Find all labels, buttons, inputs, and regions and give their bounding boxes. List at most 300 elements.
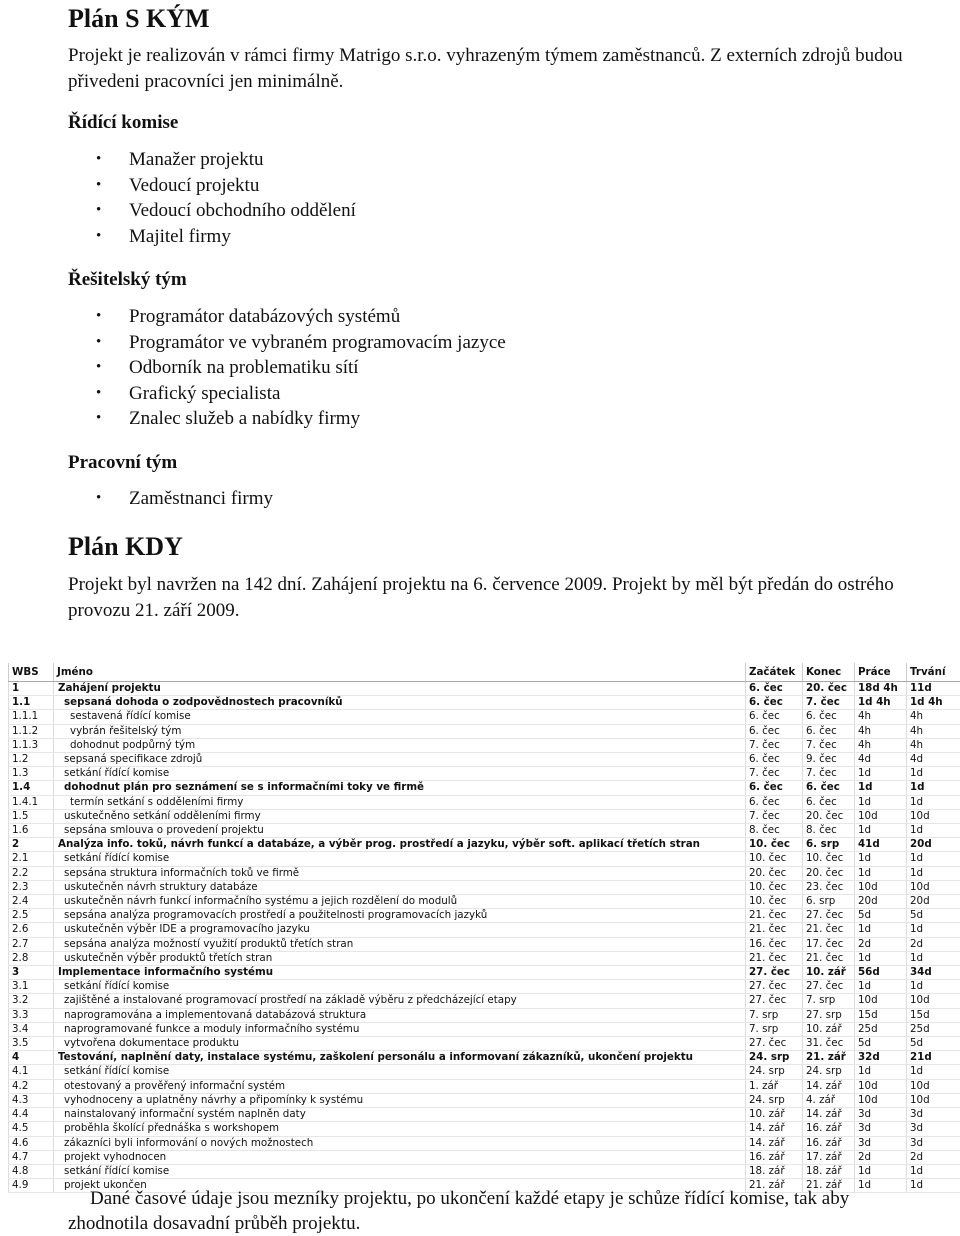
cell-end: 6. srp [803,895,855,909]
cell-wbs: 2.1 [9,852,54,866]
cell-wbs: 1.2 [9,753,54,767]
cell-start: 18. zář [746,1164,803,1178]
cell-end: 21. čec [803,923,855,937]
cell-end: 6. čec [803,724,855,738]
cell-end: 21. zář [803,1051,855,1065]
bullet-text: Grafický specialista [129,382,281,404]
cell-start: 24. srp [746,1093,803,1107]
bullet-text: Manažer projektu [129,149,264,170]
bullet-text: Vedoucí projektu [129,174,260,196]
cell-end: 6. čec [803,710,855,724]
table-row [9,781,960,795]
cell-wbs: 2.3 [9,880,54,894]
cell-work: 18d 4h [855,682,907,696]
cell-start: 6. čec [746,682,803,696]
cell-end: 14. zář [803,1079,855,1093]
cell-name: nainstalovaný informační systém naplněn daty [54,1108,746,1122]
cell-wbs: 3.5 [9,1037,54,1051]
cell-work: 1d [855,866,907,880]
cell-name: sepsána struktura informačních toků ve firmě [54,866,746,880]
cell-name: sepsaná specifikace zdrojů [54,753,746,767]
plan-kym-title: Plán S KÝM [68,4,210,33]
cell-work: 1d [855,923,907,937]
cell-end: 21. zář [803,1179,855,1193]
col-header-start: Začátek [746,663,803,682]
cell-wbs: 2.8 [9,951,54,965]
cell-duration: 4d [907,753,960,767]
cell-end: 18. zář [803,1164,855,1178]
cell-wbs: 4.7 [9,1150,54,1164]
cell-start: 7. čec [746,767,803,781]
cell-work: 10d [855,1093,907,1107]
cell-name: vytvořena dokumentace produktu [54,1037,746,1051]
cell-name: sepsaná dohoda o zodpovědnostech pracovníků [54,696,746,710]
bullet-item [96,198,356,224]
table-row [9,1065,960,1079]
cell-start: 14. zář [746,1136,803,1150]
cell-work: 56d [855,966,907,980]
table-row [9,1164,960,1178]
cell-work: 1d 4h [855,696,907,710]
cell-name: setkání řídící komise [54,767,746,781]
cell-start: 6. čec [746,710,803,724]
col-header-duration: Trvání [907,663,960,682]
cell-end: 20. čec [803,682,855,696]
cell-name: projekt vyhodnocen [54,1150,746,1164]
group-heading-work: Pracovní tým [68,452,178,473]
table-row [9,909,960,923]
cell-duration: 21d [907,1051,960,1065]
bullet-icon: • [96,333,102,350]
cell-start: 20. čec [746,866,803,880]
cell-wbs: 4.5 [9,1122,54,1136]
cell-name: Testování, naplnění daty, instalace systému, zaškolení personálu a informovaní zákazníků, ukončení projektu [54,1051,746,1065]
group-heading-steering: Řídící komise [68,112,179,133]
cell-name: uskutečněno setkání odděleními firmy [54,809,746,823]
cell-name: vyhodnoceny a uplatněny návrhy a připomínky k systému [54,1093,746,1107]
cell-start: 14. zář [746,1122,803,1136]
cell-end: 7. srp [803,994,855,1008]
cell-work: 1d [855,980,907,994]
cell-wbs: 1.4.1 [9,795,54,809]
cell-name: setkání řídící komise [54,1164,746,1178]
table-row [9,1079,960,1093]
cell-start: 24. srp [746,1051,803,1065]
cell-duration: 3d [907,1136,960,1150]
cell-end: 20. čec [803,809,855,823]
cell-duration: 25d [907,1022,960,1036]
cell-work: 5d [855,1037,907,1051]
cell-name: Zahájení projektu [54,682,746,696]
cell-end: 8. čec [803,824,855,838]
cell-work: 3d [855,1136,907,1150]
cell-work: 5d [855,909,907,923]
cell-duration: 5d [907,909,960,923]
cell-work: 15d [855,1008,907,1022]
cell-duration: 3d [907,1108,960,1122]
cell-wbs: 4.1 [9,1065,54,1079]
cell-duration: 1d [907,866,960,880]
cell-start: 6. čec [746,753,803,767]
cell-name: Implementace informačního systému [54,966,746,980]
cell-wbs: 1.5 [9,809,54,823]
cell-work: 1d [855,852,907,866]
cell-name: otestovaný a prověřený informační systém [54,1079,746,1093]
bullet-item [96,406,506,432]
cell-wbs: 3.2 [9,994,54,1008]
cell-duration: 1d [907,795,960,809]
cell-wbs: 4.2 [9,1079,54,1093]
table-row [9,880,960,894]
cell-start: 16. zář [746,1150,803,1164]
cell-work: 2d [855,1150,907,1164]
cell-duration: 10d [907,880,960,894]
cell-work: 1d [855,767,907,781]
cell-name: uskutečněn výběr IDE a programovacího jazyku [54,923,746,937]
cell-work: 3d [855,1108,907,1122]
cell-duration: 11d [907,682,960,696]
cell-work: 10d [855,880,907,894]
cell-name: projekt ukončen [54,1179,746,1193]
table-row [9,937,960,951]
cell-duration: 10d [907,1079,960,1093]
cell-name: dohodnut podpůrný tým [54,738,746,752]
cell-name: termín setkání s odděleními firmy [54,795,746,809]
cell-work: 1d [855,1164,907,1178]
cell-work: 3d [855,1122,907,1136]
cell-name: naprogramována a implementovaná databázová struktura [54,1008,746,1022]
bullet-icon: • [96,176,102,193]
cell-end: 16. zář [803,1122,855,1136]
cell-end: 20. čec [803,866,855,880]
cell-start: 7. srp [746,1022,803,1036]
cell-wbs: 1.1 [9,696,54,710]
group-heading-solver: Řešitelský tým [68,269,187,290]
cell-start: 10. zář [746,1108,803,1122]
bullet-icon: • [96,384,102,401]
cell-name: setkání řídící komise [54,852,746,866]
cell-start: 21. zář [746,1179,803,1193]
cell-duration: 1d [907,824,960,838]
col-header-end: Konec [803,663,855,682]
cell-start: 27. čec [746,994,803,1008]
cell-work: 25d [855,1022,907,1036]
table-row [9,866,960,880]
bullet-text: Programátor databázových systémů [129,306,401,327]
cell-start: 7. čec [746,809,803,823]
cell-end: 31. čec [803,1037,855,1051]
table-row [9,1008,960,1022]
cell-duration: 10d [907,994,960,1008]
cell-duration: 4h [907,738,960,752]
table-row [9,1122,960,1136]
cell-end: 23. čec [803,880,855,894]
cell-name: proběhla školící přednáška s workshopem [54,1122,746,1136]
gantt-body [9,682,960,1193]
cell-end: 4. zář [803,1093,855,1107]
cell-wbs: 4.3 [9,1093,54,1107]
cell-end: 27. čec [803,909,855,923]
bullet-icon: • [96,227,102,244]
cell-end: 27. čec [803,980,855,994]
cell-wbs: 1.1.1 [9,710,54,724]
cell-start: 16. čec [746,937,803,951]
cell-work: 10d [855,994,907,1008]
table-row [9,1022,960,1036]
cell-name: uskutečněn výběr produktů třetích stran [54,951,746,965]
group-list-work [96,486,273,512]
cell-duration: 1d [907,1065,960,1079]
bullet-item [96,173,356,199]
cell-duration: 20d [907,838,960,852]
cell-start: 7. srp [746,1008,803,1022]
cell-start: 21. čec [746,923,803,937]
cell-duration: 4h [907,710,960,724]
cell-wbs: 4.4 [9,1108,54,1122]
cell-start: 10. čec [746,838,803,852]
group-list-steering [96,147,356,249]
gantt-table [8,663,960,1193]
cell-name: sepsána smlouva o provedení projektu [54,824,746,838]
bullet-item [96,147,356,173]
cell-start: 21. čec [746,909,803,923]
plan-kdy-title: Plán KDY [68,532,183,561]
cell-duration: 34d [907,966,960,980]
cell-wbs: 1.1.3 [9,738,54,752]
cell-end: 6. srp [803,838,855,852]
cell-start: 1. zář [746,1079,803,1093]
cell-start: 27. čec [746,966,803,980]
bullet-item [96,486,273,512]
bullet-text: Zaměstnanci firmy [129,488,274,509]
cell-wbs: 3.4 [9,1022,54,1036]
cell-end: 10. čec [803,852,855,866]
table-row [9,852,960,866]
cell-duration: 1d [907,767,960,781]
table-row [9,682,960,696]
col-header-wbs: WBS [9,663,54,682]
cell-name: naprogramované funkce a moduly informačního systému [54,1022,746,1036]
cell-wbs: 1 [9,682,54,696]
table-row [9,951,960,965]
table-row [9,1093,960,1107]
cell-wbs: 4 [9,1051,54,1065]
cell-wbs: 1.6 [9,824,54,838]
cell-end: 7. čec [803,738,855,752]
cell-name: sepsána analýza možností využití produktů třetích stran [54,937,746,951]
cell-start: 6. čec [746,795,803,809]
cell-duration: 1d [907,1164,960,1178]
cell-end: 6. čec [803,781,855,795]
cell-start: 21. čec [746,951,803,965]
cell-duration: 1d [907,951,960,965]
cell-name: zákazníci byli informování o nových možnostech [54,1136,746,1150]
table-row [9,738,960,752]
bullet-item [96,304,506,330]
cell-duration: 4h [907,724,960,738]
cell-duration: 10d [907,809,960,823]
cell-work: 1d [855,781,907,795]
cell-end: 7. čec [803,696,855,710]
cell-start: 10. čec [746,852,803,866]
cell-end: 16. zář [803,1136,855,1150]
cell-name: uskutečněn návrh funkcí informačního systému a jejich rozdělení do modulů [54,895,746,909]
cell-end: 14. zář [803,1108,855,1122]
table-row [9,1051,960,1065]
cell-duration: 3d [907,1122,960,1136]
cell-start: 8. čec [746,824,803,838]
cell-work: 1d [855,795,907,809]
cell-wbs: 3 [9,966,54,980]
table-row [9,696,960,710]
cell-duration: 20d [907,895,960,909]
table-row [9,724,960,738]
cell-duration: 10d [907,1093,960,1107]
cell-end: 9. čec [803,753,855,767]
table-row [9,980,960,994]
cell-duration: 1d [907,1179,960,1193]
cell-duration: 1d [907,781,960,795]
col-header-name: Jméno [54,663,746,682]
bullet-item [96,355,506,381]
cell-duration: 1d [907,923,960,937]
cell-end: 17. čec [803,937,855,951]
plan-kdy-text: Projekt byl navržen na 142 dní. Zahájení projektu na 6. července 2009. Projekt by měl být předán do ostrého provozu 21. září 2009. [68,574,894,621]
cell-end: 10. zář [803,966,855,980]
cell-name: vybrán řešitelský tým [54,724,746,738]
cell-end: 17. zář [803,1150,855,1164]
cell-name: zajištěné a instalované programovací prostředí na základě výběru z předcházející etapy [54,994,746,1008]
cell-duration: 15d [907,1008,960,1022]
table-row [9,795,960,809]
cell-start: 27. čec [746,1037,803,1051]
cell-wbs: 3.3 [9,1008,54,1022]
bullet-icon: • [96,410,102,427]
gantt-header-row [9,663,960,682]
cell-wbs: 2.4 [9,895,54,909]
cell-name: sestavená řídící komise [54,710,746,724]
cell-end: 10. zář [803,1022,855,1036]
cell-work: 32d [855,1051,907,1065]
cell-work: 10d [855,1079,907,1093]
cell-end: 7. čec [803,767,855,781]
table-row [9,1136,960,1150]
cell-wbs: 2.6 [9,923,54,937]
table-row [9,767,960,781]
cell-wbs: 2.2 [9,866,54,880]
cell-wbs: 1.4 [9,781,54,795]
cell-work: 4d [855,753,907,767]
cell-duration: 5d [907,1037,960,1051]
cell-name: setkání řídící komise [54,1065,746,1079]
table-row [9,966,960,980]
cell-start: 6. čec [746,724,803,738]
cell-work: 1d [855,1065,907,1079]
cell-end: 6. čec [803,795,855,809]
table-row [9,895,960,909]
cell-end: 21. čec [803,951,855,965]
cell-wbs: 4.6 [9,1136,54,1150]
bullet-text: Znalec služeb a nabídky firmy [129,408,361,430]
table-row [9,1150,960,1164]
cell-start: 24. srp [746,1065,803,1079]
cell-work: 1d [855,824,907,838]
cell-wbs: 4.8 [9,1164,54,1178]
bullet-icon: • [96,202,102,219]
cell-start: 6. čec [746,781,803,795]
bullet-text: Programátor ve vybraném programovacím jazyce [129,331,506,353]
cell-wbs: 2.7 [9,937,54,951]
cell-work: 41d [855,838,907,852]
cell-work: 4h [855,710,907,724]
cell-end: 24. srp [803,1065,855,1079]
cell-name: dohodnut plán pro seznámení se s informačními toky ve firmě [54,781,746,795]
bullet-text: Odborník na problematiku sítí [129,357,359,379]
cell-wbs: 2.5 [9,909,54,923]
bullet-icon: • [96,151,102,167]
cell-wbs: 1.3 [9,767,54,781]
cell-start: 7. čec [746,738,803,752]
cell-start: 10. čec [746,880,803,894]
plan-kym-intro: Projekt je realizován v rámci firmy Matrigo s.r.o. vyhrazeným týmem zaměstnanců. Z externích zdrojů budou přivedeni pracovníci jen minimálně. [68,45,903,92]
group-list-solver [96,304,506,432]
cell-wbs: 1.1.2 [9,724,54,738]
bullet-text: Vedoucí obchodního oddělení [129,200,356,222]
bullet-item [96,224,356,250]
table-row [9,710,960,724]
table-row [9,1108,960,1122]
cell-start: 6. čec [746,696,803,710]
cell-start: 27. čec [746,980,803,994]
footer-note: Dané časové údaje jsou mezníky projektu, po ukončení každé etapy je schůze řídící komise, tak aby zhodnotila dosavadní průběh projektu. [68,1188,850,1234]
cell-duration: 1d [907,852,960,866]
cell-work: 1d [855,951,907,965]
bullet-icon: • [96,359,102,376]
bullet-icon: • [96,490,102,506]
table-row [9,1037,960,1051]
cell-name: uskutečněn návrh struktury databáze [54,880,746,894]
cell-work: 4h [855,724,907,738]
table-row [9,923,960,937]
cell-name: setkání řídící komise [54,980,746,994]
bullet-item [96,330,506,356]
cell-work: 4h [855,738,907,752]
bullet-icon: • [96,308,102,324]
cell-duration: 1d 4h [907,696,960,710]
cell-wbs: 4.9 [9,1179,54,1193]
cell-start: 10. čec [746,895,803,909]
bullet-item [96,381,506,407]
gantt-table-container [8,663,959,1193]
bullet-text: Majitel firmy [129,225,231,247]
cell-name: Analýza info. toků, návrh funkcí a databáze, a výběr prog. prostředí a jazyku, výběr soft. aplikací třetích stran [54,838,746,852]
cell-name: sepsána analýza programovacích prostředí a použitelnosti programovacích jazyků [54,909,746,923]
cell-work: 20d [855,895,907,909]
table-row [9,753,960,767]
table-row [9,994,960,1008]
cell-duration: 2d [907,1150,960,1164]
cell-work: 1d [855,1179,907,1193]
col-header-work: Práce [855,663,907,682]
table-row [9,824,960,838]
cell-work: 2d [855,937,907,951]
table-row [9,838,960,852]
cell-duration: 1d [907,980,960,994]
cell-wbs: 2 [9,838,54,852]
cell-work: 10d [855,809,907,823]
table-row [9,809,960,823]
cell-end: 27. srp [803,1008,855,1022]
